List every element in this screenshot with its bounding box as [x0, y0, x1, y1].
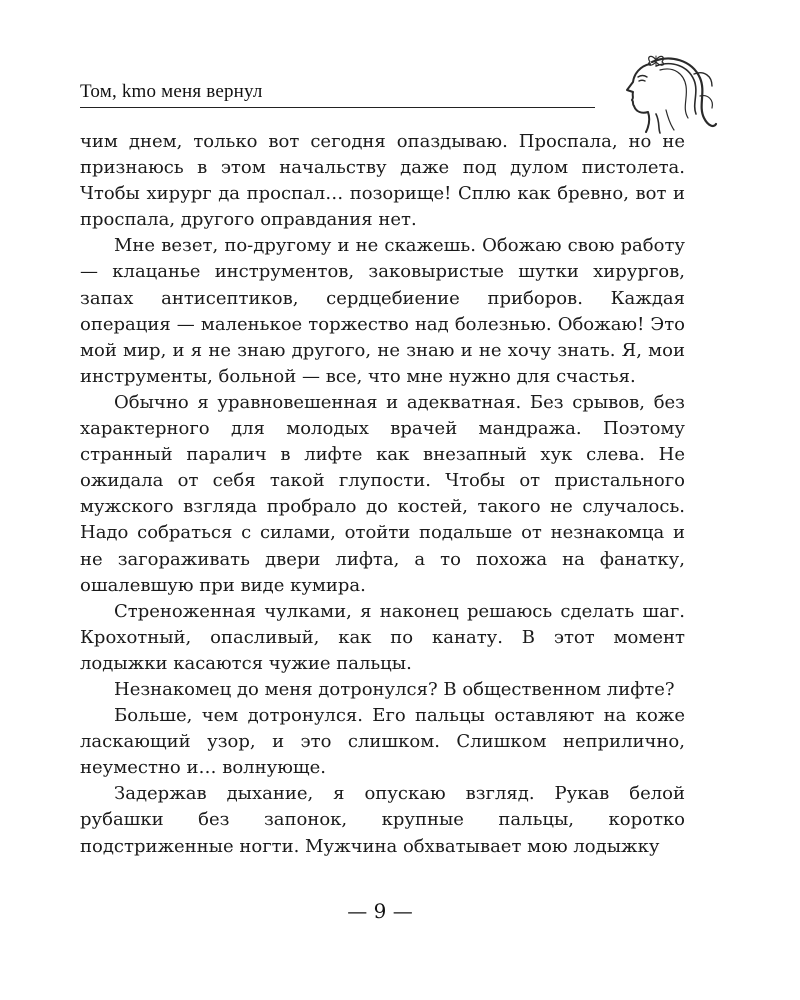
paragraph-6: Больше, чем дотронулся. Его пальцы оставляют на коже ласкающий узор, и это слишком. Слишком неприлично, неуместно и… волнующе.	[80, 705, 685, 779]
running-head-title: Том, kmo меня вернул	[80, 81, 263, 102]
woman-profile-icon	[600, 52, 718, 134]
paragraph-5: Незнакомец до меня дотронулся? В общественном лифте?	[114, 678, 675, 700]
body-text	[80, 129, 685, 860]
paragraph-3: Обычно я уравновешенная и адекватная. Без срывов, без характерного для молодых врачей мандража. Поэтому странный паралич в лифте как внезапный хук слева. Не ожидала от себя такой глупости. Чтобы от пристального мужского взгляда пробрало до костей, такого не случалось. Надо собраться с силами, отойти подальше от незнакомца и не загораживать двери лифта, а то похожа на фанатку, ошалевшую при виде кумира.	[80, 391, 685, 596]
paragraph-2: Мне везет, по-другому и не скажешь. Обожаю свою работу — клацанье инструментов, заковыристые шутки хирургов, запах антисептиков, сердцебиение приборов. Каждая операция — маленькое торжество над болезнью. Обожаю! Это мой мир, и я не знаю другого, не знаю и не хочу знать. Я, мои инструменты, больной — все, что мне нужно для счастья.	[80, 235, 685, 387]
page-number: — 9 —	[347, 899, 413, 923]
paragraph-1: чим днем, только вот сегодня опаздываю. Проспала, но не признаюсь в этом начальству даже под дулом пистолета. Чтобы хирург да проспал… позорище! Сплю как бревно, вот и проспала, другого оправдания нет.	[80, 131, 685, 231]
paragraph-4: Стреноженная чулками, я наконец решаюсь сделать шаг. Крохотный, опасливый, как по канату. В этот момент лодыжки касаются чужие пальцы.	[80, 600, 685, 674]
paragraph-7: Задержав дыхание, я опускаю взгляд. Рукав белой рубашки без запонок, крупные пальцы, коротко подстриженные ногти. Мужчина обхватывает мою лодыжку	[80, 783, 685, 857]
header-rule	[80, 107, 595, 108]
